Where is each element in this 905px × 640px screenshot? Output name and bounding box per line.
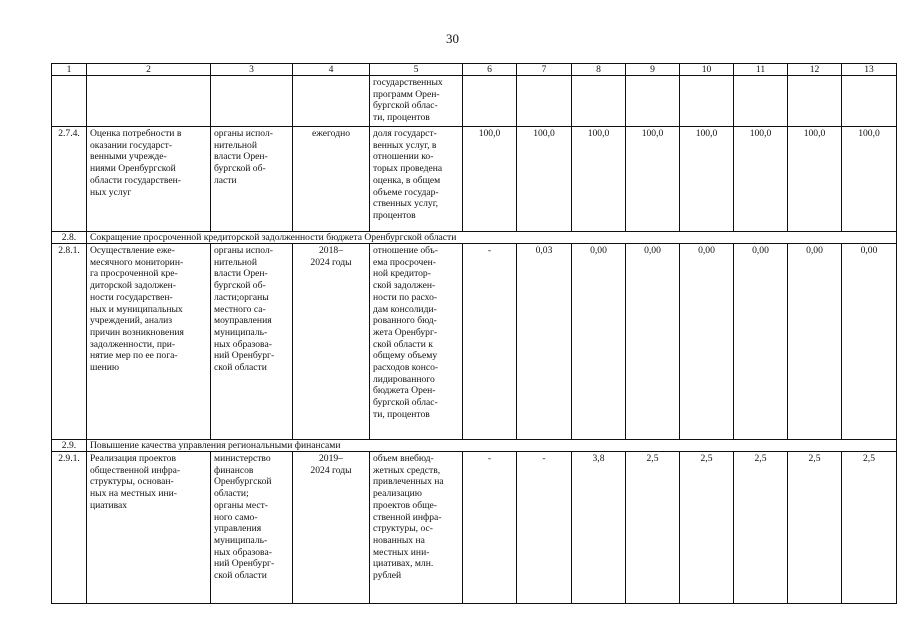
executor-line: муниципаль- [214,534,268,546]
measure-name-line: оказании государст- [90,139,173,151]
indicator-line: отношение объ- [373,245,438,256]
column-number: 4 [293,64,370,76]
year-value: 100,0 [680,127,734,232]
period: 2019– 2024 годы [293,452,370,604]
indicator-line: бюджета Орен- [373,385,436,397]
indicator-line: объем внебюд- [373,453,434,464]
executor-line: Оренбургской [214,476,272,488]
executor-line: финансов [214,464,254,476]
measure-name-line: причин возникновения [90,326,184,338]
executor-line: моуправления [214,315,272,327]
indicator-line: программ Орен- [373,88,440,100]
year-value: 0,00 [842,244,897,440]
executor-line: нительной [214,256,257,268]
executor-line: нительной [214,139,257,151]
column-number: 10 [680,64,734,76]
indicator-line: процентов [373,209,416,221]
table-row [52,244,897,440]
column-number: 5 [370,64,463,76]
executor [211,244,293,440]
column-number: 2 [87,64,211,76]
year-value [734,76,788,127]
column-number: 3 [211,64,293,76]
measure-name-line: га просроченной кре- [90,268,178,280]
executor-line: ний Оренбург- [214,350,275,362]
executor-line: ласти;органы [214,291,269,303]
page-number: 30 [446,31,459,46]
executor [211,127,293,232]
year-value: 100,0 [734,127,788,232]
indicator-line: торых проведена [373,163,443,175]
measure-name-line: циативах [90,499,128,511]
executor-line: органы мест- [214,499,268,511]
executor-line: власти Орен- [214,268,268,280]
year-value [788,76,842,127]
indicator [370,127,463,232]
measure-name-line: ных на местных ини- [90,488,177,500]
section-number: 2.8. [52,232,87,244]
indicator-line: жетных средств, [373,464,441,476]
indicator-line: ности по расхо- [373,291,438,303]
indicator-line: привлеченных на [373,476,444,488]
indicator-line: объеме государ- [373,186,439,198]
indicator-line: ской задолжен- [373,280,436,292]
indicator-line: местных ини- [373,546,430,558]
year-value: - [517,452,572,604]
executor-line: ных образова- [214,546,272,558]
executor [211,76,293,127]
measure-name-line: ных и муниципальных [90,303,183,315]
year-value [680,76,734,127]
executor-line: муниципаль- [214,326,268,338]
executor-line: власти Орен- [214,151,268,163]
year-value: 2,5 [734,452,788,604]
year-value: 0,00 [572,244,626,440]
executor-line: ской области [214,362,267,374]
measure-name-line: Реализация проектов [90,453,177,464]
column-number: 12 [788,64,842,76]
measure-name-line: задолженности, при- [90,338,176,350]
indicator-line: государственных [373,77,443,88]
measure-name-line: месячного мониторин- [90,256,184,268]
indicator [370,76,463,127]
measure-name-line: Осуществление еже- [90,245,175,256]
item-number: 2.9.1. [52,452,87,604]
year-value: 100,0 [517,127,572,232]
table-row [52,452,897,604]
column-number: 8 [572,64,626,76]
indicator-line: структуры, ос- [373,523,433,535]
executor-line: местного са- [214,303,266,315]
indicator-line: нованных на [373,534,425,546]
year-value: 100,0 [572,127,626,232]
item-number [52,76,87,127]
column-number: 9 [626,64,680,76]
item-number: 2.8.1. [52,244,87,440]
indicator-line: ственных услуг, [373,198,438,210]
indicator-line: ти, процентов [373,408,430,420]
measure-name-line: ниями Оренбургской [90,163,176,175]
year-value: 3,8 [572,452,626,604]
executor-line: органы испол- [214,128,273,139]
year-value [517,76,572,127]
year-value [626,76,680,127]
year-value: 100,0 [842,127,897,232]
indicators-table [51,63,897,604]
year-value: 0,00 [788,244,842,440]
table-row [52,127,897,232]
indicator-line: ной кредитор- [373,268,431,280]
year-value: 100,0 [463,127,517,232]
year-value: 0,00 [680,244,734,440]
year-value: 2,5 [788,452,842,604]
measure-name-line: Оценка потребности в [90,128,182,139]
year-value: 0,00 [734,244,788,440]
year-value: 0,00 [626,244,680,440]
measure-name [87,127,211,232]
executor [211,452,293,604]
year-value: 100,0 [788,127,842,232]
section-row [52,232,897,244]
executor-line: ных образова- [214,338,272,350]
executor-line: органы испол- [214,245,273,256]
indicator-line: ственной инфра- [373,511,442,523]
measure-name [87,244,211,440]
item-number: 2.7.4. [52,127,87,232]
measure-name-line: ности государствен- [90,291,173,303]
year-value: - [463,452,517,604]
indicator-line: рублей [373,570,402,582]
indicator-line: доля государст- [373,128,437,139]
year-value [842,76,897,127]
measure-name-line: общественной инфра- [90,464,181,476]
indicator-line: циативах, млн. [373,558,434,570]
year-value: 2,5 [842,452,897,604]
year-value: 2,5 [626,452,680,604]
measure-name [87,452,211,604]
column-number: 7 [517,64,572,76]
indicator-line: ской области к [373,338,433,350]
executor-line: области; [214,488,249,500]
year-value: 0,03 [517,244,572,440]
indicator-line: общему объему [373,350,438,362]
measure-name-line: нятие мер по ее пога- [90,350,178,362]
executor-line: ний Оренбург- [214,558,275,570]
period: 2018– 2024 годы [293,244,370,440]
year-value: - [463,244,517,440]
section-number: 2.9. [52,440,87,452]
executor-line: бургской об- [214,280,266,292]
indicator-line: венных услуг, в [373,139,437,151]
column-number: 13 [842,64,897,76]
indicator [370,452,463,604]
measure-name-line: венными учрежде- [90,151,167,163]
indicator-line: проектов обще- [373,499,437,511]
measure-name-line: диторской задолжен- [90,280,176,292]
executor-line: бургской об- [214,163,266,175]
indicator-line: отношении ко- [373,151,434,163]
indicator-line: оценка, в общем [373,174,441,186]
indicator-line: лидированного [373,373,435,385]
section-title: Повышение качества управления региональными финансами [87,440,897,452]
measure-name-line: области государствен- [90,174,181,186]
year-value: 2,5 [680,452,734,604]
column-number: 11 [734,64,788,76]
executor-line: министерство [214,453,271,464]
measure-name-line: учреждений, анализ [90,315,173,327]
indicator-line: ема просрочен- [373,256,436,268]
indicator-line: ти, процентов [373,112,430,124]
year-value [572,76,626,127]
indicator-line: реализацию [373,488,422,500]
period: ежегодно [293,127,370,232]
measure-name-line: структуры, основан- [90,476,174,488]
indicator-line: жета Оренбург- [373,326,438,338]
executor-line: ласти [214,174,237,186]
executor-line: управления [214,523,262,535]
executor-line: ного само- [214,511,258,523]
measure-name [87,76,211,127]
column-number-row [52,64,897,76]
column-number: 6 [463,64,517,76]
indicator [370,244,463,440]
indicator-line: расходов консо- [373,362,439,374]
executor-line: ской области [214,570,267,582]
year-value [463,76,517,127]
column-number: 1 [52,64,87,76]
measure-name-line: ных услуг [90,186,132,198]
measure-name-line: шению [90,362,120,374]
indicator-line: бургской облас- [373,397,438,409]
section-title: Сокращение просроченной кредиторской задолженности бюджета Оренбургской области [87,232,897,244]
table-row [52,76,897,127]
section-row [52,440,897,452]
indicator-line: дам консолиди- [373,303,437,315]
year-value: 100,0 [626,127,680,232]
indicator-line: бургской облас- [373,100,438,112]
period [293,76,370,127]
indicator-line: рованного бюд- [373,315,437,327]
